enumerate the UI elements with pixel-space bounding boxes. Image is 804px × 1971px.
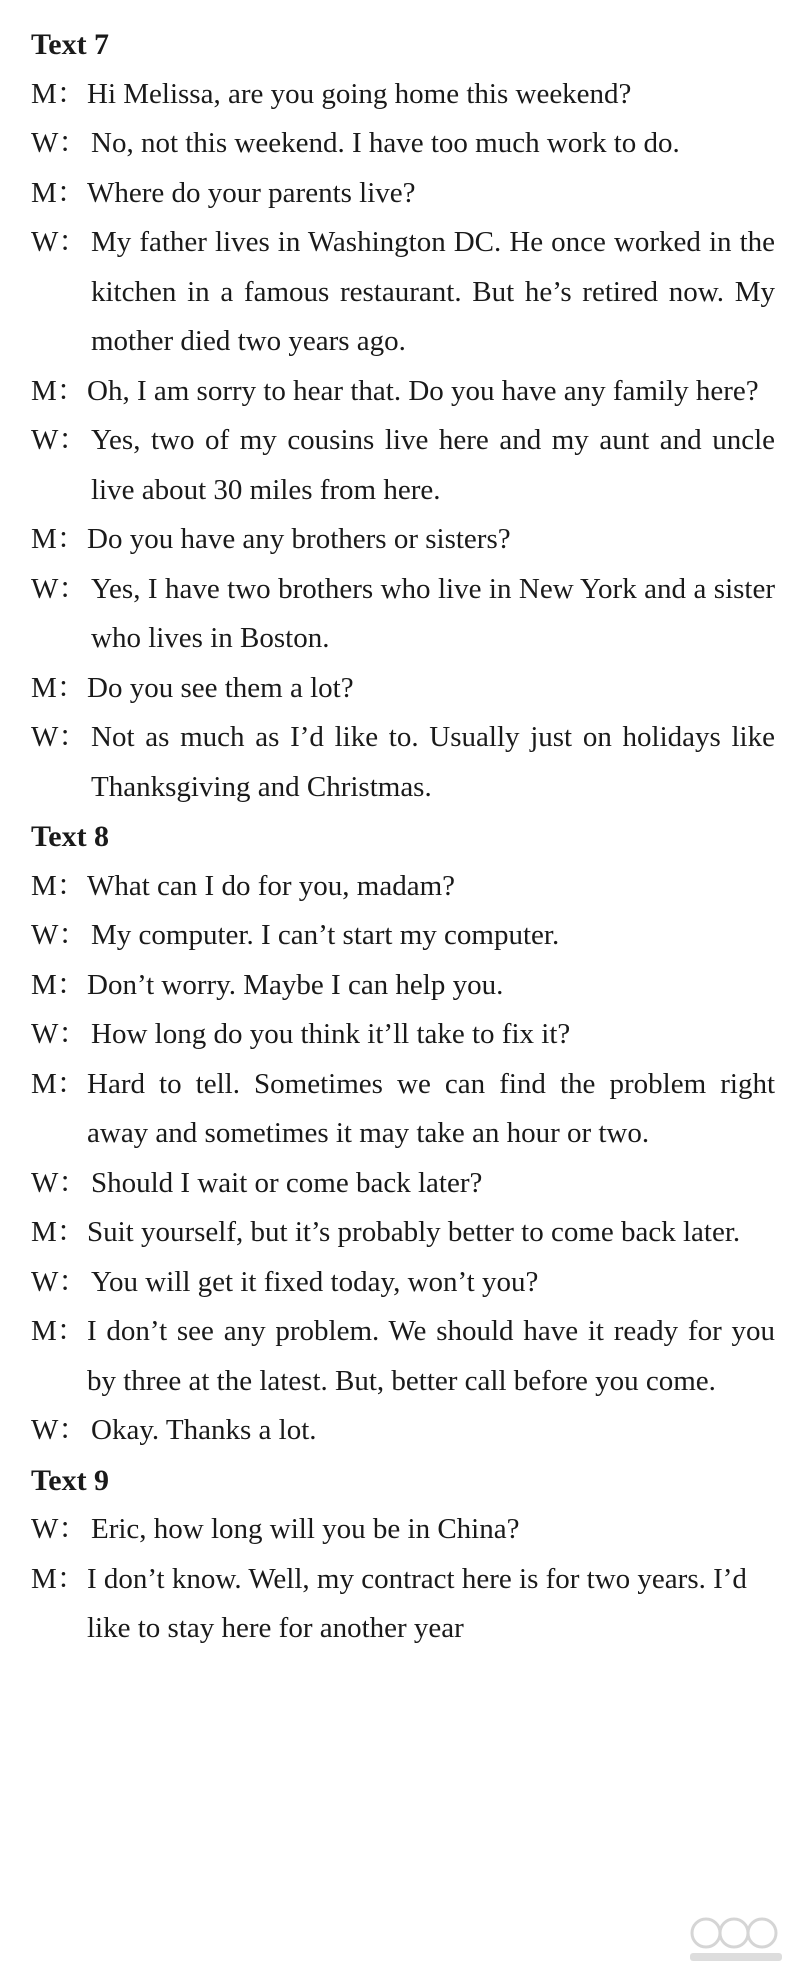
speaker-label: M：	[31, 374, 86, 407]
dialogue-line	[31, 1555, 775, 1654]
dialogue-text: How long do you think it’ll take to fix it?	[91, 1018, 571, 1050]
dialogue-line	[31, 911, 775, 961]
dialogue-text: Okay. Thanks a lot.	[91, 1414, 317, 1446]
document-body	[31, 20, 775, 1654]
dialogue-line	[31, 1159, 775, 1209]
dialogue-line	[31, 169, 775, 219]
dialogue-text: My computer. I can’t start my computer.	[91, 919, 560, 951]
dialogue-line	[31, 218, 775, 367]
dialogue-line	[31, 367, 775, 417]
speaker-label: W：	[31, 1166, 88, 1199]
dialogue-line	[31, 1208, 775, 1258]
section-heading: Text 9	[31, 1463, 110, 1497]
dialogue-line	[31, 416, 775, 515]
speaker-label: W：	[31, 721, 88, 753]
dialogue-text: Eric, how long will you be in China?	[91, 1513, 520, 1545]
dialogue-line	[31, 664, 775, 714]
dialogue-line	[31, 713, 775, 812]
dialogue-text: Yes, I have two brothers who live in New York and a sister who lives in Boston.	[91, 572, 775, 654]
dialogue-text: You will get it fixed today, won’t you?	[91, 1265, 539, 1298]
speaker-label: W：	[31, 1018, 88, 1050]
dialogue-text: Yes, two of my cousins live here and my aunt and uncle live about 30 miles from here.	[91, 424, 775, 506]
dialogue-text: Suit yourself, but it’s probably better to come back later.	[87, 1216, 741, 1248]
dialogue-text: Where do your parents live?	[87, 176, 416, 209]
speaker-label: M：	[31, 1315, 86, 1347]
dialogue-line	[31, 1060, 775, 1159]
speaker-label: M：	[31, 77, 86, 110]
dialogue-text: Not as much as I’d like to. Usually just on holidays like Thanksgiving and Christmas.	[91, 721, 775, 803]
dialogue-line	[31, 1505, 775, 1555]
dialogue-line	[31, 1307, 775, 1406]
watermark-logo-icon	[676, 1911, 796, 1967]
speaker-label: W：	[31, 127, 88, 159]
section-heading: Text 8	[31, 820, 110, 853]
speaker-label: W：	[31, 1513, 88, 1545]
speaker-label: M：	[31, 1067, 86, 1100]
dialogue-line	[31, 119, 775, 169]
speaker-label: M：	[31, 176, 86, 209]
dialogue-text: No, not this weekend. I have too much work to do.	[91, 127, 680, 159]
dialogue-text: Should I wait or come back later?	[91, 1166, 483, 1199]
dialogue-text: Oh, I am sorry to hear that. Do you have any family here?	[87, 374, 759, 407]
dialogue-line	[31, 70, 775, 120]
speaker-label: W：	[31, 919, 88, 951]
dialogue-line	[31, 1258, 775, 1308]
speaker-label: M：	[31, 869, 86, 902]
dialogue-line	[31, 515, 775, 565]
dialogue-text: Do you have any brothers or sisters?	[87, 523, 511, 555]
speaker-label: M：	[31, 1216, 86, 1248]
dialogue-text: My father lives in Washington DC. He once worked in the kitchen in a famous restaurant. But he’s retired now. My mother died two years ago.	[91, 226, 775, 357]
speaker-label: W：	[31, 226, 88, 258]
dialogue-text: I don’t know. Well, my contract here is for two years. I’d like to stay here for another year	[87, 1562, 747, 1644]
dialogue-text: What can I do for you, madam?	[87, 869, 455, 902]
dialogue-text: Hi Melissa, are you going home this weekend?	[87, 77, 632, 110]
dialogue-line	[31, 961, 775, 1011]
speaker-label: M：	[31, 968, 86, 1001]
speaker-label: W：	[31, 572, 88, 605]
speaker-label: M：	[31, 1562, 86, 1595]
dialogue-text: Do you see them a lot?	[87, 671, 354, 704]
speaker-label: M：	[31, 671, 86, 704]
speaker-label: M：	[31, 523, 86, 555]
section-heading: Text 7	[31, 28, 110, 61]
dialogue-text: Don’t worry. Maybe I can help you.	[87, 968, 504, 1001]
dialogue-line	[31, 1406, 775, 1456]
speaker-label: W：	[31, 424, 88, 456]
dialogue-line	[31, 565, 775, 664]
speaker-label: W：	[31, 1414, 88, 1446]
dialogue-text: I don’t see any problem. We should have it ready for you by three at the latest. But, better call before you come.	[87, 1315, 775, 1397]
speaker-label: W：	[31, 1265, 88, 1298]
dialogue-line	[31, 862, 775, 912]
dialogue-text: Hard to tell. Sometimes we can find the problem right away and sometimes it may take an hour or two.	[87, 1067, 775, 1149]
dialogue-line	[31, 1010, 775, 1060]
